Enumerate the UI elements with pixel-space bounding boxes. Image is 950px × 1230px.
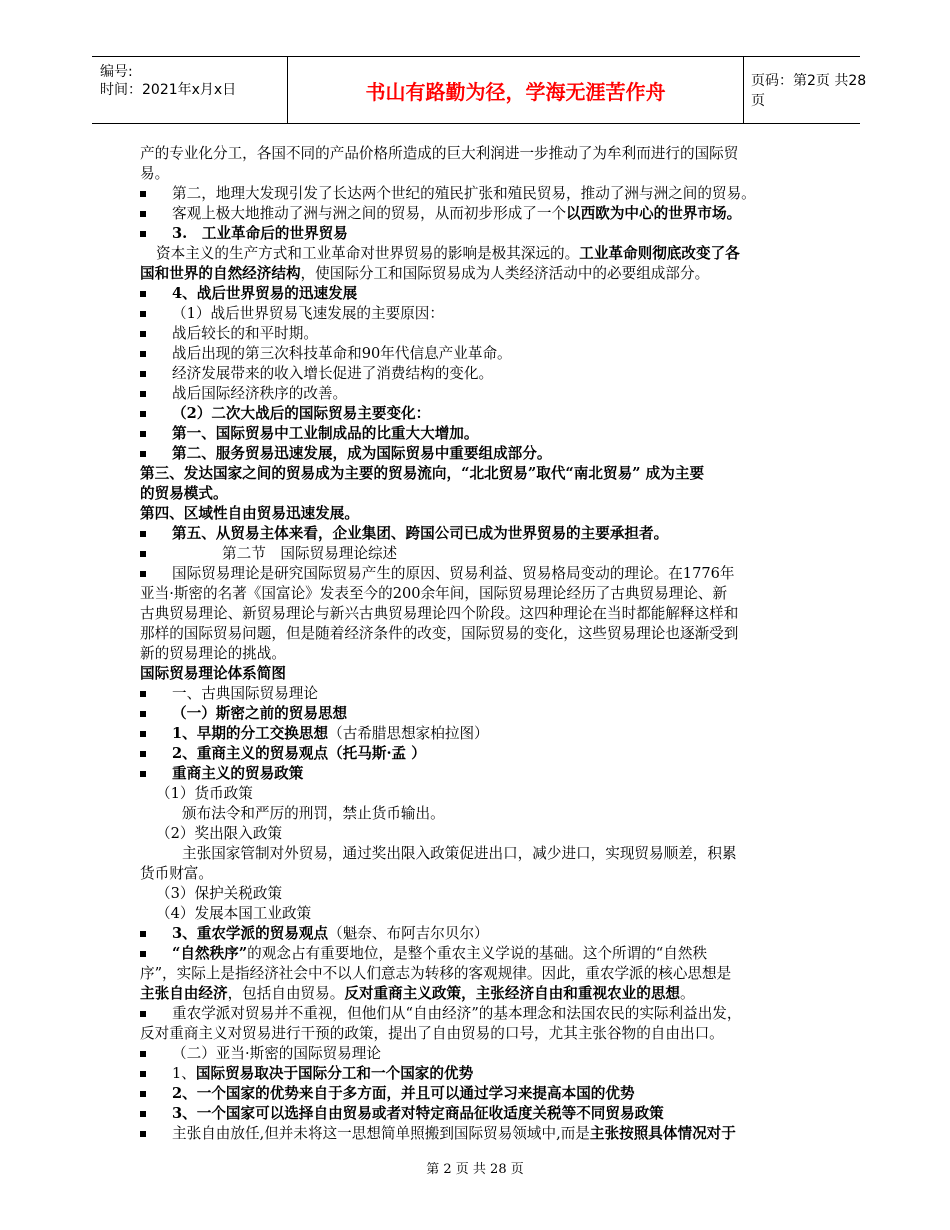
text-span: ，包括自由贸易。	[227, 985, 345, 1002]
text-line: 战后国际经济秩序的改善。	[172, 385, 348, 402]
text-line: （3）保护关税政策	[156, 885, 283, 902]
bullet-icon	[140, 211, 146, 217]
text-line	[172, 944, 707, 964]
bullet-icon	[140, 731, 146, 737]
section-heading: 国际贸易理论体系简图	[140, 665, 286, 682]
text-line: 国际贸易理论是研究国际贸易产生的原因、贸易利益、贸易格局变动的理论。在1776年	[172, 565, 735, 582]
bullet-icon	[140, 571, 146, 577]
text-line: 战后出现的第三次科技革命和90年代信息产业革命。	[172, 345, 512, 362]
text-line: 产的专业化分工，各国不同的产品价格所造成的巨大利润进一步推动了为牟利而进行的国际贸	[140, 145, 739, 162]
page-header	[92, 56, 867, 124]
bullet-icon	[140, 931, 146, 937]
bullet-icon	[140, 331, 146, 337]
text-line: 重农学派对贸易并不重视，但他们从“自由经济”的基本理念和法国农民的实际利益出发，	[172, 1005, 742, 1022]
bullet-icon	[140, 1071, 146, 1077]
bullet-icon	[140, 1011, 146, 1017]
bullet-icon	[140, 231, 146, 237]
text-line: 亚当·斯密的名著《国富论》发表至今的200余年间，国际贸易理论经历了古典贸易理论、新	[140, 585, 728, 602]
section-heading: 重商主义的贸易政策	[172, 765, 304, 782]
text-line: 序”，实际上是指经济社会中不以人们意志为转移的客观规律。因此，重农学派的核心思想是	[140, 965, 732, 982]
bullet-icon	[140, 451, 146, 457]
text-line	[172, 724, 489, 744]
section-heading: 4、战后世界贸易的迅速发展	[172, 285, 358, 302]
bold-span: 1、早期的分工交换思想	[172, 725, 329, 742]
text-line: 反对重商主义对贸易进行干预的政策，提出了自由贸易的口号，尤其主张谷物的自由出口。	[140, 1025, 724, 1042]
text-line: 易。	[140, 165, 170, 182]
text-span: ，使国际分工和国际贸易成为人类经济活动中的必要组成部分。	[300, 265, 710, 282]
text-line: （二）亚当·斯密的国际贸易理论	[172, 1045, 381, 1062]
text-line: 主张国家管制对外贸易，通过奖出限入政策促进出口，减少进口，实现贸易顺差，积累	[182, 845, 737, 862]
bullet-icon	[140, 431, 146, 437]
text-span: 。	[680, 985, 695, 1002]
bullet-icon	[140, 711, 146, 717]
text-line: 第二、服务贸易迅速发展，成为国际贸易中重要组成部分。	[172, 445, 552, 462]
text-line	[156, 244, 740, 264]
text-span: 客观上极大地推动了洲与洲之间的贸易，从而初步形成了一个	[172, 205, 567, 222]
bullet-icon	[140, 191, 146, 197]
text-line: 2、重商主义的贸易观点（托马斯·孟 ）	[172, 745, 426, 762]
section-heading: （一）斯密之前的贸易思想	[172, 705, 348, 722]
text-line: 的贸易模式。	[140, 485, 228, 502]
text-line: 2、一个国家的优势来自于多方面，并且可以通过学习来提高本国的优势	[172, 1085, 635, 1102]
text-line	[172, 204, 741, 224]
bold-span: 主张按照具体情况对于	[589, 1125, 736, 1142]
text-line	[172, 1064, 473, 1084]
text-line: （1）战后世界贸易飞速发展的主要原因：	[172, 305, 444, 322]
text-span: （古希腊思想家柏拉图）	[328, 725, 489, 742]
header-page-cell	[743, 57, 868, 123]
bullet-icon	[140, 691, 146, 697]
bullet-icon	[140, 1091, 146, 1097]
page-footer: 第 2 页 共 28 页	[426, 1162, 524, 1177]
bullet-icon	[140, 771, 146, 777]
bullet-icon	[140, 951, 146, 957]
bullet-icon	[140, 1051, 146, 1057]
bullet-icon	[140, 311, 146, 317]
text-line: （4）发展本国工业政策	[156, 905, 312, 922]
text-line	[140, 984, 695, 1004]
bold-span: 以西欧为中心的世界市场。	[566, 205, 742, 222]
text-line	[172, 924, 489, 944]
bullet-icon	[140, 411, 146, 417]
bold-span: 主张自由经济	[140, 985, 228, 1002]
bullet-icon	[140, 391, 146, 397]
text-span: 资本主义的生产方式和工业革命对世界贸易的影响是极其深远的。	[156, 245, 580, 262]
section-title: 第二节 国际贸易理论综述	[222, 545, 398, 562]
bullet-icon	[140, 291, 146, 297]
section-heading: 3. 工业革命后的世界贸易	[172, 225, 348, 242]
text-span: （魁奈、布阿吉尔贝尔）	[328, 925, 489, 942]
section-heading: （2）二次大战后的国际贸易主要变化：	[172, 405, 431, 422]
text-line: 那样的国际贸易问题，但是随着经济条件的改变，国际贸易的变化，这些贸易理论也逐渐受到	[140, 625, 739, 642]
text-line: 第四、区域性自由贸易迅速发展。	[140, 505, 359, 522]
text-span: 主张自由放任,但并未将这一思想简单照搬到国际贸易领域中,而是	[172, 1125, 590, 1142]
bold-span: 反对重商主义政策，主张经济自由和重视农业的思想	[344, 985, 681, 1002]
text-line: 第一、国际贸易中工业制成品的比重大大增加。	[172, 425, 479, 442]
text-line: 新的贸易理论的挑战。	[140, 645, 286, 662]
text-line: 颁布法令和严厉的刑罚，禁止货币输出。	[182, 805, 445, 822]
bullet-icon	[140, 371, 146, 377]
bullet-icon	[140, 1111, 146, 1117]
bullet-icon	[140, 351, 146, 357]
text-line: 货币财富。	[140, 865, 213, 882]
text-line	[140, 264, 709, 284]
header-motto: 书山有路勤为径，学海无涯苦作舟	[365, 79, 666, 104]
text-line	[172, 1124, 736, 1144]
bold-span: 3、重农学派的贸易观点	[172, 925, 329, 942]
bold-span: 国际贸易取决于国际分工和一个国家的优势	[195, 1065, 474, 1082]
header-motto-cell	[287, 57, 744, 123]
text-span: 1、	[172, 1065, 196, 1082]
text-line: 第二，地理大发现引发了长达两个世纪的殖民扩张和殖民贸易，推动了洲与洲之间的贸易。	[172, 185, 756, 202]
text-line: 经济发展带来的收入增长促进了消费结构的变化。	[172, 365, 494, 382]
header-page-label: 页码：第2页 共28页	[751, 73, 867, 109]
text-line: （1）货币政策	[156, 785, 253, 802]
header-number-label: 编号:	[100, 64, 133, 80]
bullet-icon	[140, 531, 146, 537]
header-time-label: 时间：2021年x月x日	[100, 82, 237, 98]
text-line: 3、一个国家可以选择自由贸易或者对特定商品征收适度关税等不同贸易政策	[172, 1105, 664, 1122]
text-line: （2）奖出限入政策	[156, 825, 283, 842]
bold-span: 工业革命则彻底改变了各	[579, 245, 740, 262]
text-line: 一、古典国际贸易理论	[172, 685, 318, 702]
header-left-cell	[92, 57, 287, 123]
bullet-icon	[140, 551, 146, 557]
text-line: 第五、从贸易主体来看，企业集团、跨国公司已成为世界贸易的主要承担者。	[172, 525, 669, 542]
bold-span: “自然秩序”	[172, 945, 248, 962]
bullet-icon	[140, 1131, 146, 1137]
text-line: 第三、发达国家之间的贸易成为主要的贸易流向，“北北贸易”取代“南北贸易” 成为主要	[140, 465, 705, 482]
bold-span: 国和世界的自然经济结构	[140, 265, 301, 282]
text-span: 的观念占有重要地位，是整个重农主义学说的基础。这个所谓的“自然秩	[247, 945, 708, 962]
text-line: 古典贸易理论、新贸易理论与新兴古典贸易理论四个阶段。这四种理论在当时都能解释这样和	[140, 605, 739, 622]
text-line: 战后较长的和平时期。	[172, 325, 318, 342]
bullet-icon	[140, 751, 146, 757]
